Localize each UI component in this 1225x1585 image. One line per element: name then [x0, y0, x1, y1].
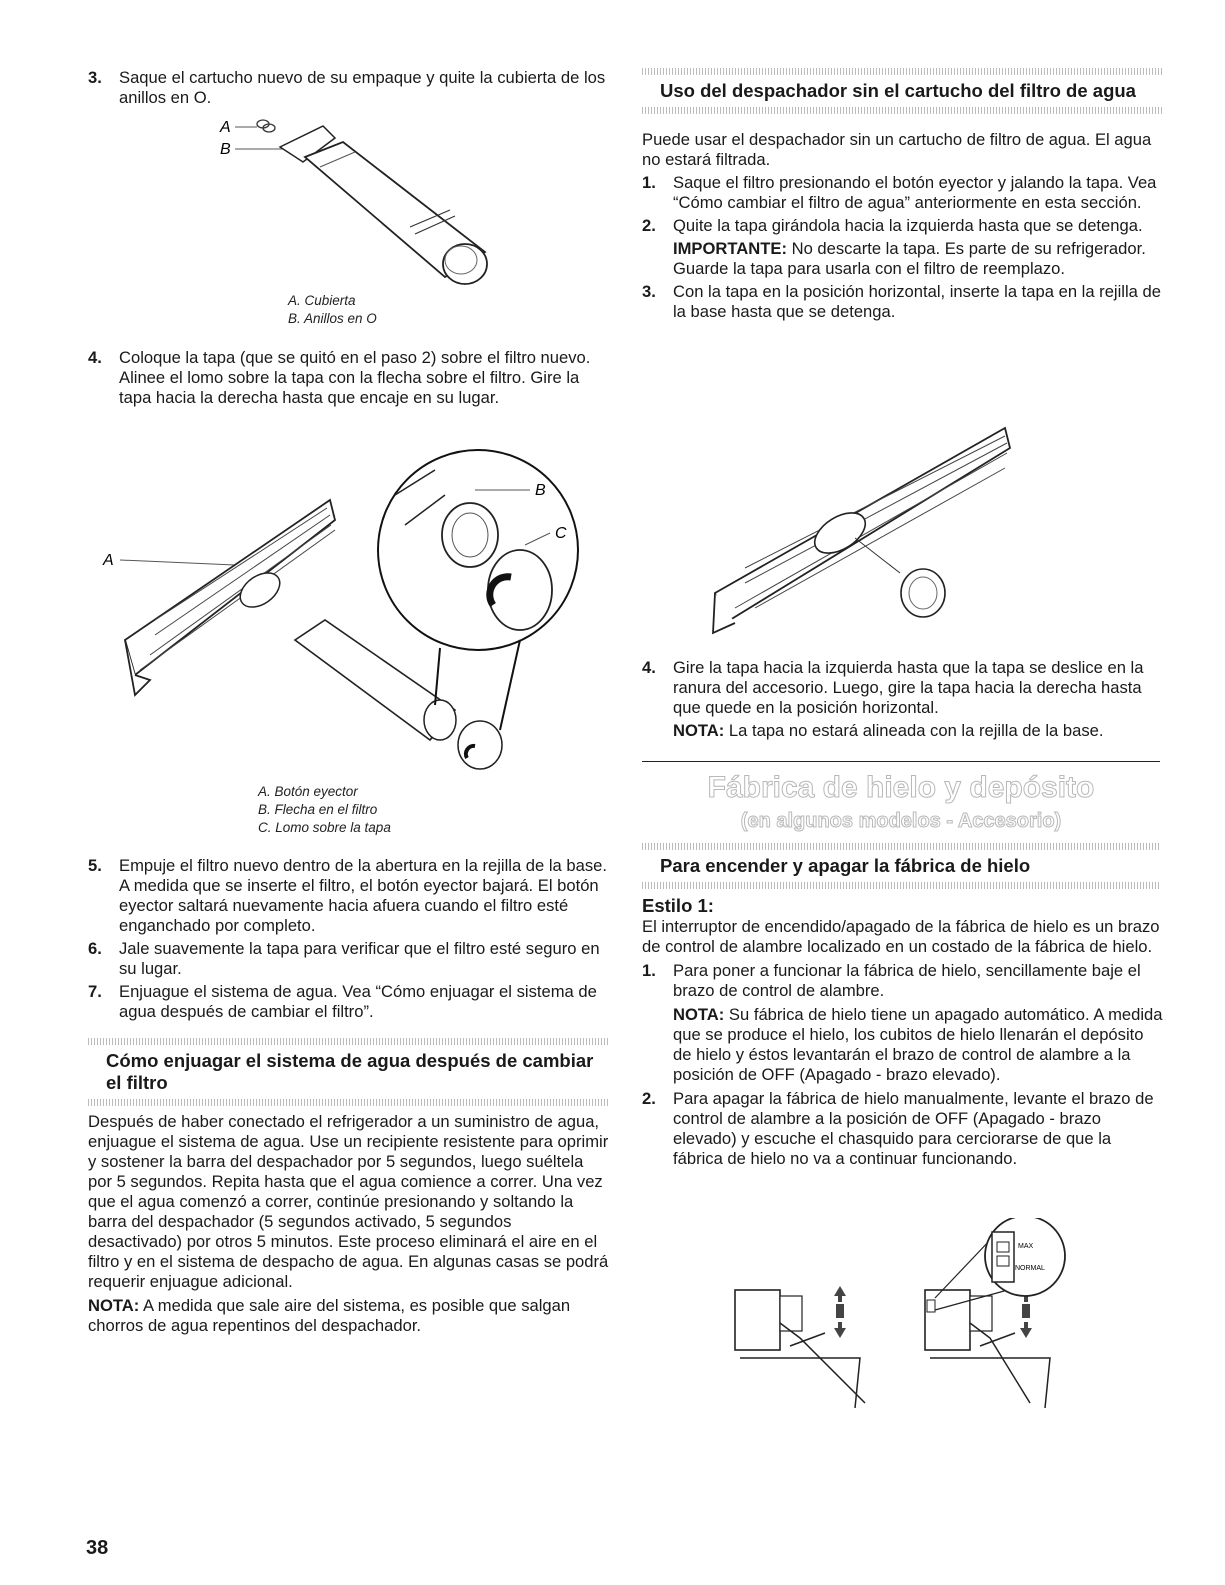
note-label: NOTA: — [673, 721, 725, 740]
rinse-note — [88, 1296, 610, 1336]
step-text: Quite la tapa girándola hacia la izquierda hasta que se detenga. — [673, 216, 1143, 235]
note-label: NOTA: — [88, 1296, 140, 1315]
ice-note — [642, 1005, 1164, 1085]
left-steps-5-7 — [88, 856, 608, 1022]
no-filter-intro: Puede usar el despachador sin un cartucho de filtro de agua. El agua no estará filtrada. — [642, 130, 1152, 169]
rinse-section-title: Cómo enjuagar el sistema de agua después de cambiar el filtro — [106, 1050, 594, 1093]
style-title: Estilo 1: — [642, 895, 714, 916]
right-step-2 — [642, 216, 1164, 236]
note-text: Su fábrica de hielo tiene un apagado automático. A medida que se produce el hielo, los cubitos de hielo llenarán el depósito de hielo y éstos levantarán el brazo de control de alambre a la posición de OFF (Apagado - brazo elevado). — [673, 1005, 1163, 1084]
step-number: 4. — [642, 658, 656, 677]
ice-maker-title: Fábrica de hielo y depósito — [707, 771, 1095, 804]
note-label: NOTA: — [673, 1005, 725, 1024]
step-number: 5. — [88, 856, 102, 875]
label-b: B — [535, 482, 546, 499]
page-number: 38 — [86, 1537, 109, 1559]
important-note — [642, 239, 1164, 279]
style-body: El interruptor de encendido/apagado de la fábrica de hielo es un brazo de control de alambre localizado en un costado de la fábrica de hielo. — [642, 917, 1160, 956]
step-text: Saque el cartucho nuevo de su empaque y quite la cubierta de los anillos en O. — [119, 68, 606, 107]
no-filter-section-body — [642, 130, 1164, 322]
hatch-divider — [642, 107, 1164, 114]
ice-step-1 — [642, 961, 1164, 1001]
rinse-section-header — [88, 1038, 610, 1106]
step-text: Con la tapa en la posición horizontal, inserte la tapa en la rejilla de la base hasta que se detenga. — [673, 282, 1161, 321]
left-step-7 — [88, 982, 608, 1022]
label-c: C — [555, 525, 567, 542]
rinse-paragraph: Después de haber conectado el refrigerador a un suministro de agua, enjuague el sistema de agua. Use un recipiente resistente para oprimir y sostener la barra del despachador por 5 segundos, luego suéltela por 5 segundos. Repita hasta que el agua comience a correr. Una vez que el agua comenzó a correr, continúe presionando y soltando la barra del despachador (5 segundos activado, 5 segundos desactivado) por otros 5 minutos. Este proceso eliminará el aire en el filtro y en el sistema de despacho de agua. En algunas casas se podrá requerir enjuague adicional. — [88, 1112, 609, 1291]
caption-c: C. Lomo sobre la tapa — [258, 820, 391, 835]
note-text: A medida que sale aire del sistema, es posible que salgan chorros de agua repentinos del despachador. — [88, 1296, 571, 1335]
label-a: A — [103, 552, 114, 569]
filter-cartridge-illustration — [195, 112, 515, 287]
no-filter-section-title: Uso del despachador sin el cartucho del filtro de agua — [660, 80, 1136, 101]
step-number: 4. — [88, 348, 102, 367]
left-step-3 — [88, 68, 608, 108]
caption-a: A. Botón eyector — [258, 784, 358, 799]
left-step-6 — [88, 939, 608, 979]
step-number: 2. — [642, 216, 656, 235]
on-off-section-header — [642, 843, 1160, 889]
step-4-note — [642, 721, 1164, 741]
hatch-divider — [642, 843, 1160, 850]
caption-b: B. Flecha en el filtro — [258, 802, 378, 817]
caption-a: A. Cubierta — [288, 293, 356, 308]
figure-1-captions — [288, 292, 377, 328]
right-step-4-block — [642, 658, 1164, 741]
step-text: Gire la tapa hacia la izquierda hasta que la tapa se deslice en la ranura del accesorio. Luego, gire la tapa hacia la derecha hasta que quede en la posición horizontal. — [673, 658, 1144, 717]
caption-b: B. Anillos en O — [288, 311, 377, 326]
label-a: A — [220, 119, 231, 136]
step-text: Para poner a funcionar la fábrica de hielo, sencillamente baje el brazo de control de alambre. — [673, 961, 1141, 1000]
on-off-section-body — [642, 895, 1164, 1169]
step-text: Jale suavemente la tapa para verificar que el filtro esté seguro en su lugar. — [119, 939, 600, 978]
right-step-4 — [642, 658, 1164, 718]
step-number: 2. — [642, 1089, 656, 1108]
figure-2-captions — [258, 783, 391, 837]
important-label: IMPORTANTE: — [673, 239, 787, 258]
left-step-5 — [88, 856, 608, 936]
note-text: La tapa no estará alineada con la rejilla de la base. — [724, 721, 1104, 740]
step-text: Enjuague el sistema de agua. Vea “Cómo enjuagar el sistema de agua después de cambiar el filtro”. — [119, 982, 597, 1021]
right-step-1 — [642, 173, 1164, 213]
max-label: MAX — [1018, 1243, 1034, 1250]
normal-label: NORMAL — [1015, 1265, 1045, 1272]
label-b: B — [220, 141, 231, 158]
left-step-4 — [88, 348, 608, 408]
cap-insertion-illustration — [705, 408, 1025, 648]
ice-maker-subtitle: (en algunos modelos - Accesorio) — [740, 810, 1062, 832]
step-number: 3. — [88, 68, 102, 87]
rinse-section-body — [88, 1112, 610, 1336]
filter-insertion-illustration — [95, 440, 600, 785]
ice-step-2 — [642, 1089, 1164, 1169]
step-text: Saque el filtro presionando el botón eyector y jalando la tapa. Vea “Cómo cambiar el filtro de agua” anteriormente en esta sección. — [673, 173, 1157, 212]
hatch-divider — [642, 882, 1160, 889]
ice-maker-illustration — [730, 1218, 1070, 1408]
on-off-section-title: Para encender y apagar la fábrica de hielo — [660, 855, 1031, 876]
step-number: 1. — [642, 961, 656, 980]
hatch-divider — [642, 68, 1164, 75]
section-rule — [642, 761, 1160, 762]
step-text: Empuje el filtro nuevo dentro de la abertura en la rejilla de la base. A medida que se inserte el filtro, el botón eyector bajará. El botón eyector saltará nuevamente hacia afuera cuando el filtro esté enganchado por completo. — [119, 856, 607, 935]
step-number: 3. — [642, 282, 656, 301]
step-number: 7. — [88, 982, 102, 1001]
no-filter-section-header — [642, 68, 1164, 114]
right-step-3 — [642, 282, 1164, 322]
step-text: Coloque la tapa (que se quitó en el paso 2) sobre el filtro nuevo. Alinee el lomo sobre la tapa con la flecha sobre el filtro. Gire la tapa hacia la derecha hasta que encaje en su lugar. — [119, 348, 591, 407]
step-number: 1. — [642, 173, 656, 192]
hatch-divider — [88, 1099, 610, 1106]
important-text: No descarte la tapa. Es parte de su refrigerador. Guarde la tapa para usarla con el filtro de reemplazo. — [673, 239, 1146, 278]
step-number: 6. — [88, 939, 102, 958]
step-text: Para apagar la fábrica de hielo manualmente, levante el brazo de control de alambre a la posición de OFF (Apagado - brazo elevado) y escuche el chasquido para cerciorarse de que la fábrica de hielo no va a continuar funcionando. — [673, 1089, 1154, 1168]
hatch-divider — [88, 1038, 610, 1045]
